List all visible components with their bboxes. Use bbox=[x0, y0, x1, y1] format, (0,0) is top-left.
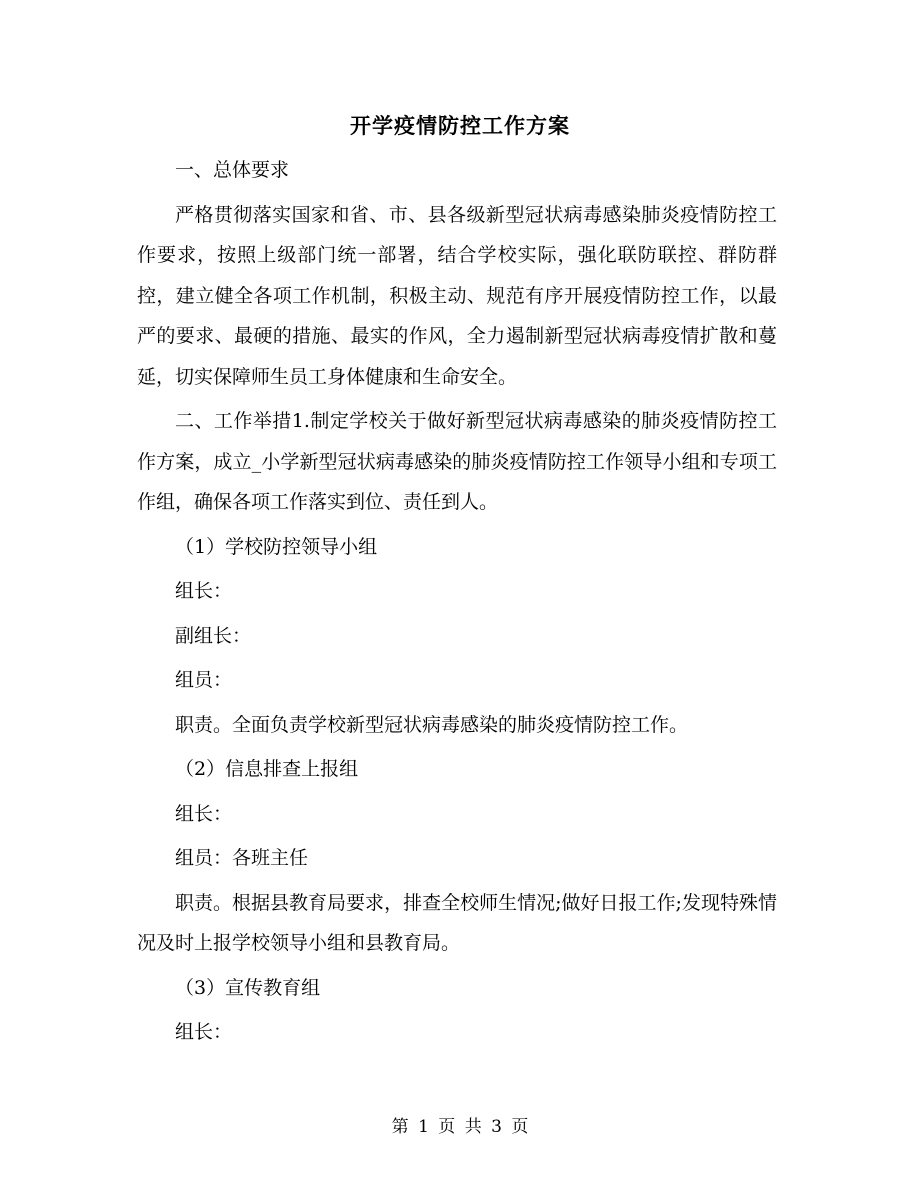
list-item: 组员： bbox=[175, 669, 233, 691]
subsection-info-group: （2）信息排查上报组 bbox=[175, 758, 359, 780]
list-item: 副组长： bbox=[175, 624, 252, 647]
paragraph-duty: 职责。全面负责学校新型冠状病毒感染的肺炎疫情防控工作。 bbox=[175, 713, 689, 736]
subsection-publicity-group: （3）宣传教育组 bbox=[175, 976, 321, 999]
paragraph-work-measures: 二、工作举措1.制定学校关于做好新型冠状病毒感染的肺炎疫情防控工作方案，成立_小学新型冠状病毒感染的肺炎疫情防控工作领导小组和专项工作组，确保各项工作落实到位、责任到人。 bbox=[137, 410, 777, 513]
list-item: 组长： bbox=[175, 580, 233, 602]
paragraph-general-requirements: 严格贯彻落实国家和省、市、县各级新型冠状病毒感染肺炎疫情防控工作要求，按照上级部门统一部署，结合学校实际，强化联防联控、群防群控，建立健全各项工作机制，积极主动、规范有序开展疫情防控工作，以最严的要求、最硬的措施、最实的作风，全力遏制新型冠状病毒疫情扩散和蔓延，切实保障师生员工身体健康和生命安全。 bbox=[137, 203, 777, 388]
paragraph-duty: 职责。根据县教育局要求，排查全校师生情况;做好日报工作;发现特殊情况及时上报学校领导小组和县教育局。 bbox=[137, 891, 777, 954]
page-number-footer: 第 1 页 共 3 页 bbox=[391, 1117, 529, 1137]
list-item: 组长： bbox=[175, 1021, 233, 1043]
subsection-leadership-group: （1）学校防控领导小组 bbox=[175, 535, 378, 558]
document-body bbox=[137, 150, 777, 1053]
list-item: 组长： bbox=[175, 802, 233, 825]
document-title: 开学疫情防控工作方案 bbox=[350, 113, 570, 138]
list-item: 组员：各班主任 bbox=[175, 847, 309, 869]
section-heading-general: 一、总体要求 bbox=[175, 159, 290, 181]
